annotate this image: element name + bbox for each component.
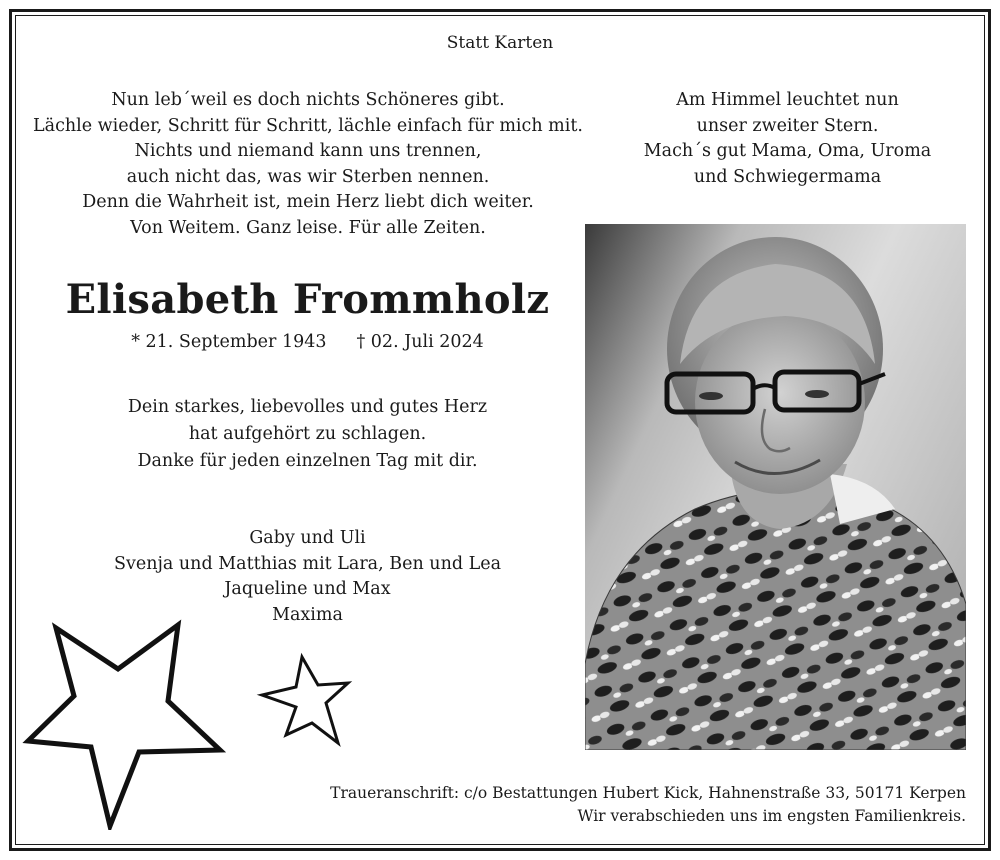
sky-verse-line: Mach´s gut Mama, Oma, Uroma: [643, 141, 932, 161]
sky-verse-line: und Schwiegermama: [693, 166, 882, 187]
sky-verse-block: [610, 88, 965, 190]
heart-verse-line: Danke für jeden einzelnen Tag mit dir.: [137, 451, 478, 471]
header-statt-karten: Statt Karten: [446, 33, 554, 53]
life-dates: [30, 332, 585, 352]
footer-block: [266, 782, 966, 827]
deceased-name: Elisabeth Frommholz: [65, 276, 550, 323]
birth-date: * 21. September 1943: [131, 332, 327, 352]
poem-line: Nichts und niemand kann uns trennen,: [134, 141, 482, 161]
poem-line: auch nicht das, was wir Sterben nennen.: [126, 166, 490, 187]
portrait-illustration: [585, 224, 966, 750]
poem-line: Nun leb´weil es doch nichts Schöneres gibt.: [111, 90, 505, 110]
family-member-line: Jaqueline und Max: [224, 579, 391, 599]
family-member-line: Gaby und Uli: [249, 528, 366, 548]
portrait-photo: [585, 224, 966, 750]
family-signatures: [30, 526, 585, 628]
mourning-address: Traueranschrift: c/o Bestattungen Hubert Kick, Hahnenstraße 33, 50171 Kerpen: [330, 784, 966, 802]
poem-line: Lächle wieder, Schritt für Schritt, lächle einfach für mich mit.: [33, 115, 583, 136]
family-member-line: Svenja und Matthias mit Lara, Ben und Lea: [113, 553, 502, 574]
poem-line: Denn die Wahrheit ist, mein Herz liebt dich weiter.: [82, 192, 534, 212]
large-star-icon: [28, 625, 220, 826]
sky-verse-line: unser zweiter Stern.: [696, 115, 879, 136]
heart-verse-line: Dein starkes, liebevolles und gutes Herz: [127, 397, 488, 417]
poem-block: [28, 88, 588, 241]
death-date: † 02. Juli 2024: [356, 332, 484, 352]
small-star-icon: [262, 657, 348, 743]
poem-line: Von Weitem. Ganz leise. Für alle Zeiten.: [130, 217, 486, 238]
family-member-line: Maxima: [272, 604, 343, 625]
farewell-note: Wir verabschieden uns im engsten Familienkreis.: [577, 806, 966, 825]
heart-verse-block: [30, 394, 585, 475]
heart-verse-line: hat aufgehört zu schlagen.: [188, 424, 427, 444]
sky-verse-line: Am Himmel leuchtet nun: [676, 90, 899, 110]
